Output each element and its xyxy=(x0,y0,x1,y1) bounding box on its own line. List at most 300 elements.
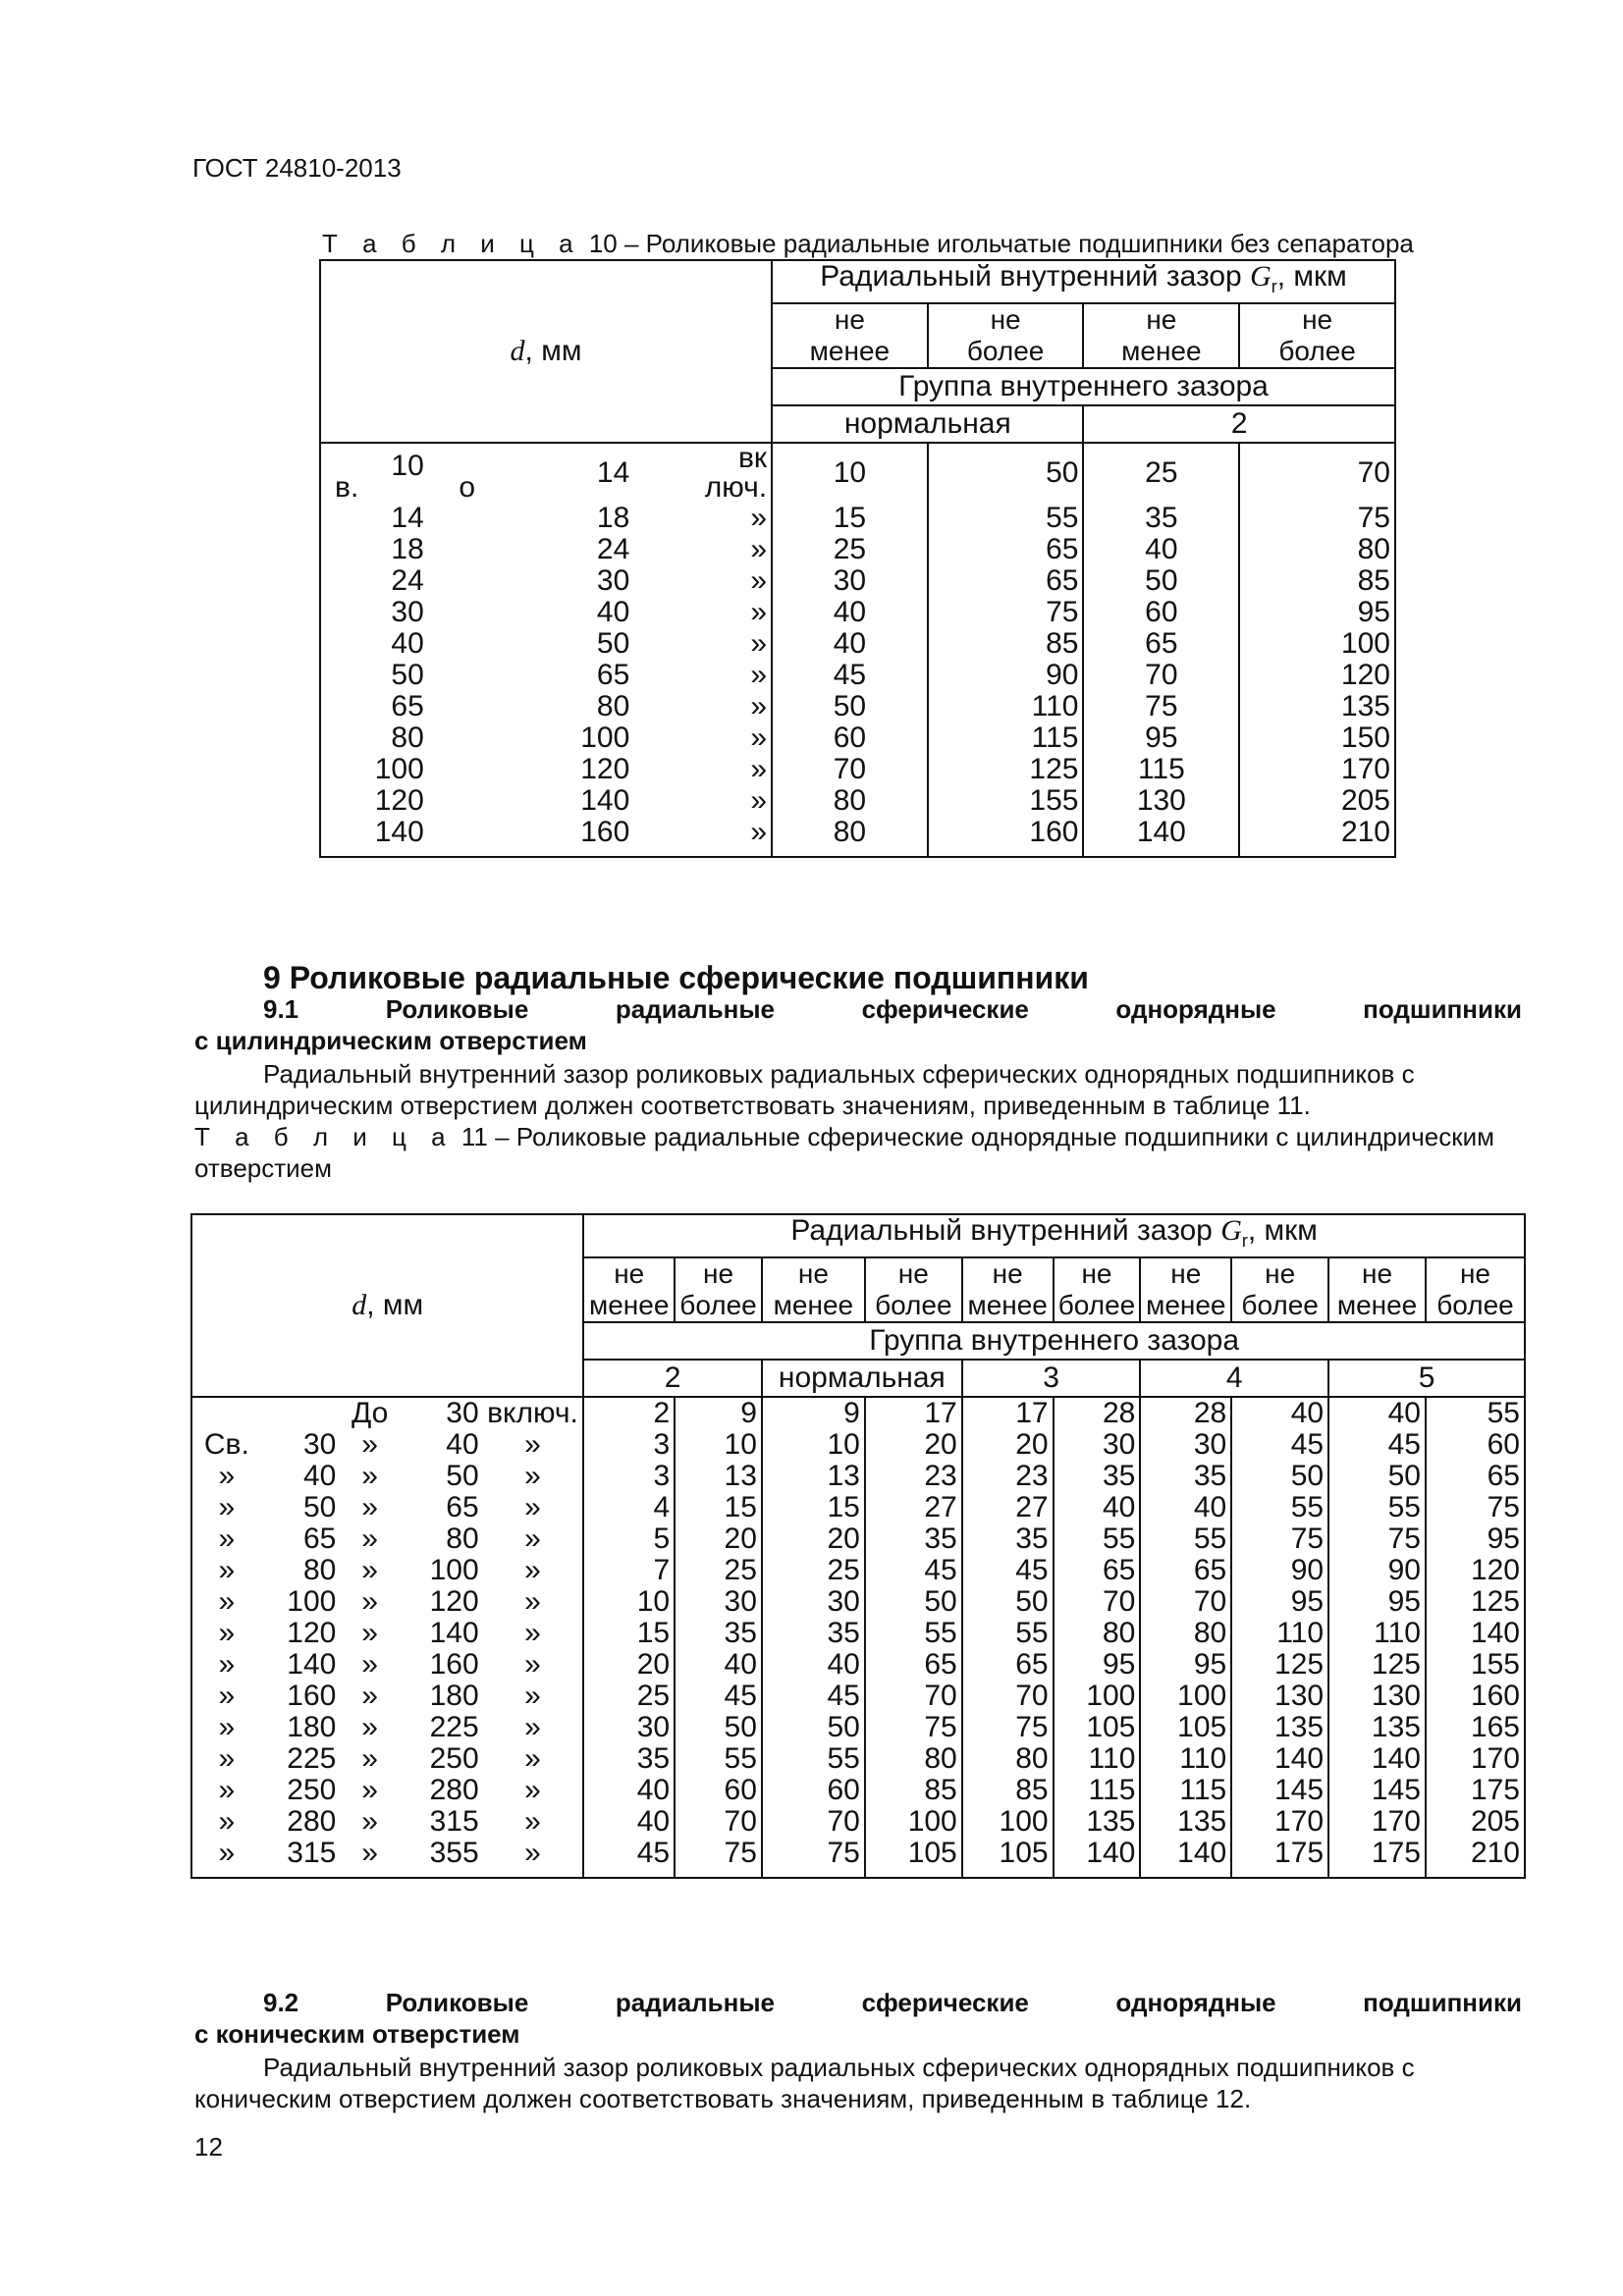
table11-row-cell: 145 xyxy=(1328,1775,1426,1806)
table11-row-cell: 30 xyxy=(675,1586,762,1618)
table11-row-cell: 10 xyxy=(675,1429,762,1461)
table11-row-cell: 75 xyxy=(1231,1523,1328,1555)
table10-row-cell: 130 xyxy=(1083,785,1239,817)
table11-row-cell: 250 xyxy=(287,1774,337,1806)
section92-heading-word: однорядные xyxy=(1115,1988,1276,2017)
section91-paragraph-line2: цилиндрическим отверстием должен соответствовать значениям, приведенным в таблице 11. xyxy=(194,1091,1311,1120)
table11-row-cell: 90 xyxy=(1231,1555,1328,1586)
table11-row-cell: 70 xyxy=(865,1681,962,1712)
table11-row-cell: 95 xyxy=(1140,1649,1231,1681)
table10-row-cell: 80 xyxy=(772,817,928,857)
table11-row-cell: 4 xyxy=(583,1492,675,1523)
table10-row-cell xyxy=(428,754,507,785)
table10-row-cell: 210 xyxy=(1239,817,1395,857)
table10-first-row xyxy=(320,443,1395,503)
table10-row xyxy=(320,628,1395,660)
table11-row-cell: 140 xyxy=(287,1648,337,1681)
table10-row-cell: 140 xyxy=(1083,817,1239,857)
table10-row xyxy=(320,534,1395,565)
table10-row-cell: 65 xyxy=(928,565,1084,597)
table11-row-cell: 280 xyxy=(287,1805,337,1838)
table11-row-cell: 210 xyxy=(1426,1838,1525,1878)
table11-row-cell: 160 xyxy=(287,1680,337,1712)
table11-row-cell: 160 xyxy=(1426,1681,1525,1712)
table11-row-cell: 50 xyxy=(302,1491,337,1523)
table11-row-cell: 110 xyxy=(1231,1618,1328,1649)
table11-caption-line2: отверстием xyxy=(194,1153,333,1183)
table11-row-cell: 65 xyxy=(446,1491,479,1523)
table11 xyxy=(190,1213,1526,1879)
table10-row-cell: 95 xyxy=(1083,722,1239,754)
table11-row-cell: 135 xyxy=(1140,1806,1231,1838)
table11-col-word: более xyxy=(1436,1290,1514,1320)
table10-row-cell: » xyxy=(750,596,768,628)
table11-row-cell: 250 xyxy=(429,1742,479,1775)
table10-row-cell: » xyxy=(750,533,768,565)
table10-row-cell: 70 xyxy=(1083,660,1239,691)
table11-row-cell: 100 xyxy=(962,1806,1054,1838)
table11-col-word: не xyxy=(897,1258,929,1289)
table11-row-cell: » xyxy=(361,1554,378,1586)
table10-row-cell: 50 xyxy=(596,627,630,660)
table11-row-cell: 50 xyxy=(865,1586,962,1618)
table11-group-3: 3 xyxy=(962,1360,1141,1397)
table11-row-cell: 40 xyxy=(1328,1397,1426,1429)
table11-row xyxy=(191,1492,1525,1523)
page-number: 12 xyxy=(194,2132,223,2162)
table11-row-cell: 140 xyxy=(429,1617,479,1649)
table10-row-cell: 140 xyxy=(580,784,630,817)
table10-row-cell: 70 xyxy=(1239,443,1395,503)
table10-row-cell: 160 xyxy=(507,817,634,857)
table11-row-cell: 60 xyxy=(762,1775,865,1806)
table11-row-cell: 95 xyxy=(1328,1586,1426,1618)
table10-row-cell: 40 xyxy=(772,597,928,628)
table10-row xyxy=(320,691,1395,722)
table11-row-cell: 2 xyxy=(583,1397,675,1429)
table11-row-cell: 95 xyxy=(1231,1586,1328,1618)
table11-row-cell: 55 xyxy=(1426,1397,1525,1429)
table10-row-cell xyxy=(428,565,507,597)
table11-row-cell: 13 xyxy=(675,1461,762,1492)
table11-row-cell: 85 xyxy=(962,1775,1054,1806)
table10-row-cell: 70 xyxy=(772,754,928,785)
table11-row-cell: 40 xyxy=(1140,1492,1231,1523)
section92-heading-word: сферические xyxy=(861,1988,1029,2017)
section92-heading-word: подшипники xyxy=(1363,1988,1522,2017)
table11-row-cell: 40 xyxy=(1231,1397,1328,1429)
table11-row-cell: » xyxy=(191,1838,261,1878)
table10-row xyxy=(320,754,1395,785)
table11-col-max xyxy=(1426,1257,1525,1322)
table10-row-cell: 80 xyxy=(1239,534,1395,565)
table11-row-cell: 45 xyxy=(675,1681,762,1712)
table11-row-cell: 135 xyxy=(1328,1712,1426,1743)
table11-row-cell: » xyxy=(361,1491,378,1523)
table11-row-cell: 3 xyxy=(583,1461,675,1492)
table11-row-cell: включ. xyxy=(487,1397,578,1429)
table11-group-5: 5 xyxy=(1328,1360,1525,1397)
table11-row xyxy=(191,1586,1525,1618)
table11-row-cell: 105 xyxy=(1054,1712,1141,1743)
table10-row-cell: » xyxy=(750,690,768,722)
table11-row-cell: 145 xyxy=(1231,1775,1328,1806)
table11-col-word: не xyxy=(1170,1258,1202,1289)
table11-row-cell: 65 xyxy=(1140,1555,1231,1586)
table11-row-cell: 70 xyxy=(1054,1586,1141,1618)
table11-row-cell: 80 xyxy=(1054,1618,1141,1649)
table11-row-cell: 25 xyxy=(583,1681,675,1712)
table11-row-cell: » xyxy=(191,1681,261,1712)
table10-d-header: d, мм xyxy=(320,260,772,443)
table10-row-cell: » xyxy=(750,627,768,660)
table10-row-cell: » xyxy=(750,659,768,691)
table11-row-cell: 65 xyxy=(962,1649,1054,1681)
table11-row-cell: » xyxy=(191,1492,261,1523)
table11-row-cell: 40 xyxy=(1054,1492,1141,1523)
table10-row-cell: 100 xyxy=(580,721,630,754)
table11-row-cell: 85 xyxy=(865,1775,962,1806)
table11-col-word: не xyxy=(992,1258,1023,1289)
table10-row-cell: 50 xyxy=(320,660,428,691)
table11-row-cell: » xyxy=(524,1711,541,1743)
table11-row-cell: Св. xyxy=(191,1429,261,1461)
table11-row-cell: 55 xyxy=(1328,1492,1426,1523)
table11-row-cell: » xyxy=(191,1649,261,1681)
table11-row-cell: 135 xyxy=(1231,1712,1328,1743)
section92-heading-line2: с коническим отверстием xyxy=(194,2019,520,2049)
table11-row-cell: 170 xyxy=(1328,1806,1426,1838)
table11-row-cell: 30 xyxy=(1140,1429,1231,1461)
table10-row xyxy=(320,817,1395,857)
table10-caption-text: 10 – Роликовые радиальные игольчатые подшипники без сепаратора xyxy=(581,229,1414,258)
table10-row-cell: 40 xyxy=(320,628,428,660)
table11-col-word: менее xyxy=(588,1290,670,1320)
table11-row-cell: 13 xyxy=(762,1461,865,1492)
table11-row-cell: 65 xyxy=(302,1522,337,1555)
table11-row-cell: 100 xyxy=(1140,1681,1231,1712)
table10-caption-prefix: Т а б л и ц а xyxy=(322,229,582,258)
table10-row-cell: 115 xyxy=(928,722,1084,754)
table11-row-cell: 60 xyxy=(675,1775,762,1806)
table11-col-word: не xyxy=(703,1258,734,1289)
table11-row-cell: 75 xyxy=(675,1838,762,1878)
table11-row-cell xyxy=(261,1397,341,1429)
table11-row-cell: 75 xyxy=(1328,1523,1426,1555)
table11-row-cell: 100 xyxy=(1054,1681,1141,1712)
table11-row-cell: 45 xyxy=(762,1681,865,1712)
section92-heading-word: радиальные xyxy=(615,1988,776,2017)
table10-row-cell xyxy=(428,503,507,534)
table11-row-cell: 35 xyxy=(865,1523,962,1555)
table10-row-cell: » xyxy=(750,502,768,534)
table11-row-cell: 95 xyxy=(1054,1649,1141,1681)
table11-row-cell: » xyxy=(191,1555,261,1586)
section91-heading-line2: с цилиндрическим отверстием xyxy=(194,1026,587,1055)
table10-row-cell: 120 xyxy=(320,785,428,817)
table11-col-word: не xyxy=(614,1258,645,1289)
table11-row-cell: 70 xyxy=(762,1806,865,1838)
table11-row-cell: 55 xyxy=(962,1618,1054,1649)
table10-row-cell: 10 xyxy=(772,443,928,503)
table11-row-cell: 75 xyxy=(865,1712,962,1743)
table11-row-cell: 55 xyxy=(1140,1523,1231,1555)
table11-row-cell: » xyxy=(361,1522,378,1555)
section91-heading-word: Роликовые xyxy=(385,994,529,1024)
table11-row-cell: 50 xyxy=(762,1712,865,1743)
table10-row-cell: 35 xyxy=(1083,503,1239,534)
table10-row-cell: 150 xyxy=(1239,722,1395,754)
table11-row-cell: 60 xyxy=(1426,1429,1525,1461)
table11-row-cell: 180 xyxy=(429,1680,479,1712)
section92-paragraph-line1: Радиальный внутренний зазор роликовых радиальных сферических однорядных подшипников с xyxy=(263,2053,1415,2082)
table10-row-cell: 120 xyxy=(1239,660,1395,691)
table11-row-cell: » xyxy=(361,1680,378,1712)
table11-row-cell: 9 xyxy=(675,1397,762,1429)
table11-group-1: 2 xyxy=(583,1360,762,1397)
section9-title: 9 Роликовые радиальные сферические подшипники xyxy=(263,960,1089,995)
table11-row-cell: 75 xyxy=(962,1712,1054,1743)
table11-row-cell: 27 xyxy=(962,1492,1054,1523)
table11-row-cell: 205 xyxy=(1426,1806,1525,1838)
table11-row-cell: 130 xyxy=(1328,1681,1426,1712)
table11-row-cell: » xyxy=(524,1491,541,1523)
table11-row-cell: » xyxy=(361,1742,378,1775)
table11-col-word: не xyxy=(1459,1258,1491,1289)
table11-row-cell: 7 xyxy=(583,1555,675,1586)
table11-row-cell: 140 xyxy=(1231,1743,1328,1775)
table11-row-cell: 65 xyxy=(1426,1461,1525,1492)
table11-col-word: менее xyxy=(967,1290,1048,1320)
table11-row-cell: 45 xyxy=(1328,1429,1426,1461)
table10-row-cell: 45 xyxy=(772,660,928,691)
table11-row-cell: 170 xyxy=(1231,1806,1328,1838)
table11-col-word: более xyxy=(1057,1290,1136,1320)
table11-row xyxy=(191,1618,1525,1649)
table11-row-cell: 3 xyxy=(583,1429,675,1461)
table10-row-cell xyxy=(428,722,507,754)
table11-row-cell: 45 xyxy=(962,1555,1054,1586)
table11-row-cell: » xyxy=(524,1428,541,1461)
section91-heading-word: 9.1 xyxy=(263,994,299,1024)
table10-row-cell: 85 xyxy=(928,628,1084,660)
table11-col-min xyxy=(762,1257,865,1322)
table11-row-cell: 28 xyxy=(1054,1397,1141,1429)
table10-row-cell: 14 xyxy=(596,456,630,489)
table11-row-cell: » xyxy=(524,1648,541,1681)
table11-group-header: Группа внутреннего зазора xyxy=(583,1322,1525,1360)
table10-row-cell: 120 xyxy=(580,753,630,785)
table11-row-cell: 10 xyxy=(583,1586,675,1618)
table11-col-max xyxy=(675,1257,762,1322)
table10-row xyxy=(320,503,1395,534)
table11-row-cell: » xyxy=(191,1461,261,1492)
table11-row-cell: 90 xyxy=(1328,1555,1426,1586)
table10-row-cell: 205 xyxy=(1239,785,1395,817)
table11-row-cell: 125 xyxy=(1328,1649,1426,1681)
table11-row-cell: 70 xyxy=(962,1681,1054,1712)
table11-row-cell: 175 xyxy=(1231,1838,1328,1878)
table11-row-cell: 40 xyxy=(446,1428,479,1461)
table11-group-4: 4 xyxy=(1140,1360,1328,1397)
table11-row-cell: 30 xyxy=(446,1397,479,1429)
table11-row-cell: 50 xyxy=(446,1460,479,1492)
table11-row-cell: 175 xyxy=(1328,1838,1426,1878)
table10-row-cell: 24 xyxy=(320,565,428,597)
table11-row-cell: » xyxy=(361,1585,378,1618)
table11-row-cell: 280 xyxy=(429,1774,479,1806)
table10-row-cell: 30 xyxy=(320,597,428,628)
table11-row-cell: 20 xyxy=(583,1649,675,1681)
table11-row-cell: 140 xyxy=(1140,1838,1231,1878)
table10-row-cell: 60 xyxy=(1083,597,1239,628)
table11-row-cell: 20 xyxy=(865,1429,962,1461)
table10-row-cell: 24 xyxy=(596,533,630,565)
table10-row-cell: 60 xyxy=(772,722,928,754)
table11-row-cell: 80 xyxy=(446,1522,479,1555)
table11-row-cell: 5 xyxy=(583,1523,675,1555)
table11-row-cell: 35 xyxy=(583,1743,675,1775)
table10-row xyxy=(320,597,1395,628)
table11-row-cell: 30 xyxy=(583,1712,675,1743)
table11-row-cell: 65 xyxy=(865,1649,962,1681)
section91-heading-word: радиальные xyxy=(615,994,776,1024)
table11-col-word: не xyxy=(797,1258,829,1289)
table10-row-cell: в. 10 xyxy=(320,443,428,503)
table10-row-cell xyxy=(428,597,507,628)
table11-row-cell: 50 xyxy=(962,1586,1054,1618)
table11-row-cell: » xyxy=(191,1618,261,1649)
table10-row-cell: 25 xyxy=(1083,443,1239,503)
table11-row-cell: 130 xyxy=(1231,1681,1328,1712)
table11-row-cell: » xyxy=(361,1648,378,1681)
table11-row-cell: » xyxy=(191,1806,261,1838)
table11-row xyxy=(191,1775,1525,1806)
table11-row xyxy=(191,1461,1525,1492)
table11-row-cell: 25 xyxy=(675,1555,762,1586)
table10-row-cell: 55 xyxy=(928,503,1084,534)
table11-row-cell: 315 xyxy=(429,1805,479,1838)
table10-row-cell: 80 xyxy=(320,722,428,754)
table11-row xyxy=(191,1649,1525,1681)
table11-row-cell: 225 xyxy=(287,1742,337,1775)
table10-row-cell: 75 xyxy=(1083,691,1239,722)
table11-row-cell: 40 xyxy=(675,1649,762,1681)
table10-col-min-1: не менее xyxy=(772,303,928,368)
table11-row-cell: » xyxy=(483,1838,584,1878)
table11-row-cell: » xyxy=(361,1805,378,1838)
table11-row-cell: 175 xyxy=(1426,1775,1525,1806)
table11-row-cell: 125 xyxy=(1231,1649,1328,1681)
section92-heading-word: 9.2 xyxy=(263,1988,299,2017)
table11-caption: Т а б л и ц а 11 – Роликовые радиальные сферические однорядные подшипники с цилиндрическим xyxy=(194,1122,1495,1151)
table10-row-cell: 65 xyxy=(1083,628,1239,660)
table10-row-cell: » xyxy=(633,817,772,857)
table11-row-cell: 40 xyxy=(583,1775,675,1806)
table11-row-cell: 55 xyxy=(1054,1523,1141,1555)
table11-row-cell: 80 xyxy=(302,1554,337,1586)
table10-row-cell: 170 xyxy=(1239,754,1395,785)
table11-row-cell: » xyxy=(524,1617,541,1649)
table10-row-cell xyxy=(428,534,507,565)
table10-row-cell: 40 xyxy=(596,596,630,628)
table11-row-cell: » xyxy=(524,1522,541,1555)
table11-row-cell: 80 xyxy=(865,1743,962,1775)
table11-row-cell: 75 xyxy=(762,1838,865,1878)
table10-row-cell: 160 xyxy=(928,817,1084,857)
table10-row-cell: 65 xyxy=(320,691,428,722)
table11-row-cell: 155 xyxy=(1426,1649,1525,1681)
section92-heading-word: Роликовые xyxy=(385,1988,529,2017)
table11-row-cell: 225 xyxy=(429,1711,479,1743)
section91-heading-word: однорядные xyxy=(1115,994,1276,1024)
table11-row-cell: 100 xyxy=(287,1585,337,1618)
table11-row-cell: 120 xyxy=(287,1617,337,1649)
table10-row xyxy=(320,660,1395,691)
table11-row-cell: 120 xyxy=(1426,1555,1525,1586)
table11-row-cell: » xyxy=(524,1805,541,1838)
table11-row-cell: 40 xyxy=(762,1649,865,1681)
table10-col-max-1: не более xyxy=(928,303,1084,368)
table11-row-cell: 115 xyxy=(1140,1775,1231,1806)
table10-row-cell: 50 xyxy=(928,443,1084,503)
table11-row-cell: » xyxy=(191,1712,261,1743)
table11-row-cell: 140 xyxy=(1054,1838,1141,1878)
table11-row-cell: 70 xyxy=(675,1806,762,1838)
table11-row-cell: 105 xyxy=(865,1838,962,1878)
table11-row xyxy=(191,1838,1525,1878)
table11-row-cell: 110 xyxy=(1054,1743,1141,1775)
table10-row-cell xyxy=(428,628,507,660)
table11-clearance-header: Радиальный внутренний зазор $G_r$, мкм xyxy=(583,1214,1525,1257)
table11-d-header: d, мм xyxy=(191,1214,583,1397)
table11-row-cell: 17 xyxy=(962,1397,1054,1429)
table11-col-max xyxy=(1054,1257,1141,1322)
table11-row-cell: » xyxy=(524,1774,541,1806)
table11-row-cell: 115 xyxy=(1054,1775,1141,1806)
table10-row-cell: 14 xyxy=(320,503,428,534)
table11-row-cell: » xyxy=(191,1743,261,1775)
table11-row-cell: 30 xyxy=(762,1586,865,1618)
table11-row-cell: 35 xyxy=(962,1523,1054,1555)
table11-row-cell: 180 xyxy=(287,1711,337,1743)
table11-row-cell: 170 xyxy=(1426,1743,1525,1775)
table10-row-cell: 65 xyxy=(596,659,630,691)
table11-row-cell: 23 xyxy=(865,1461,962,1492)
table11-row-cell: » xyxy=(340,1838,400,1878)
table11-row-cell: 40 xyxy=(302,1460,337,1492)
table11-row-cell: » xyxy=(361,1617,378,1649)
table11-row-cell: 55 xyxy=(1231,1492,1328,1523)
table10 xyxy=(319,259,1396,858)
table11-col-word: более xyxy=(679,1290,757,1320)
table11-row-cell: 27 xyxy=(865,1492,962,1523)
table10-row-cell xyxy=(428,817,507,857)
table10-row-cell: » xyxy=(750,564,768,597)
table11-row-cell: 20 xyxy=(675,1523,762,1555)
table10-row-cell xyxy=(428,660,507,691)
table11-row-cell: 40 xyxy=(583,1806,675,1838)
table10-clearance-header: Радиальный внутренний зазор $G_r$, мкм xyxy=(772,260,1395,303)
table11-row-cell: 17 xyxy=(865,1397,962,1429)
table10-row-cell: 50 xyxy=(772,691,928,722)
table11-row-cell: 15 xyxy=(762,1492,865,1523)
table11-col-min xyxy=(1328,1257,1426,1322)
table11-row xyxy=(191,1806,1525,1838)
table11-row-cell: 110 xyxy=(1328,1618,1426,1649)
table10-row-cell: 15 xyxy=(772,503,928,534)
table11-col-word: менее xyxy=(773,1290,854,1320)
